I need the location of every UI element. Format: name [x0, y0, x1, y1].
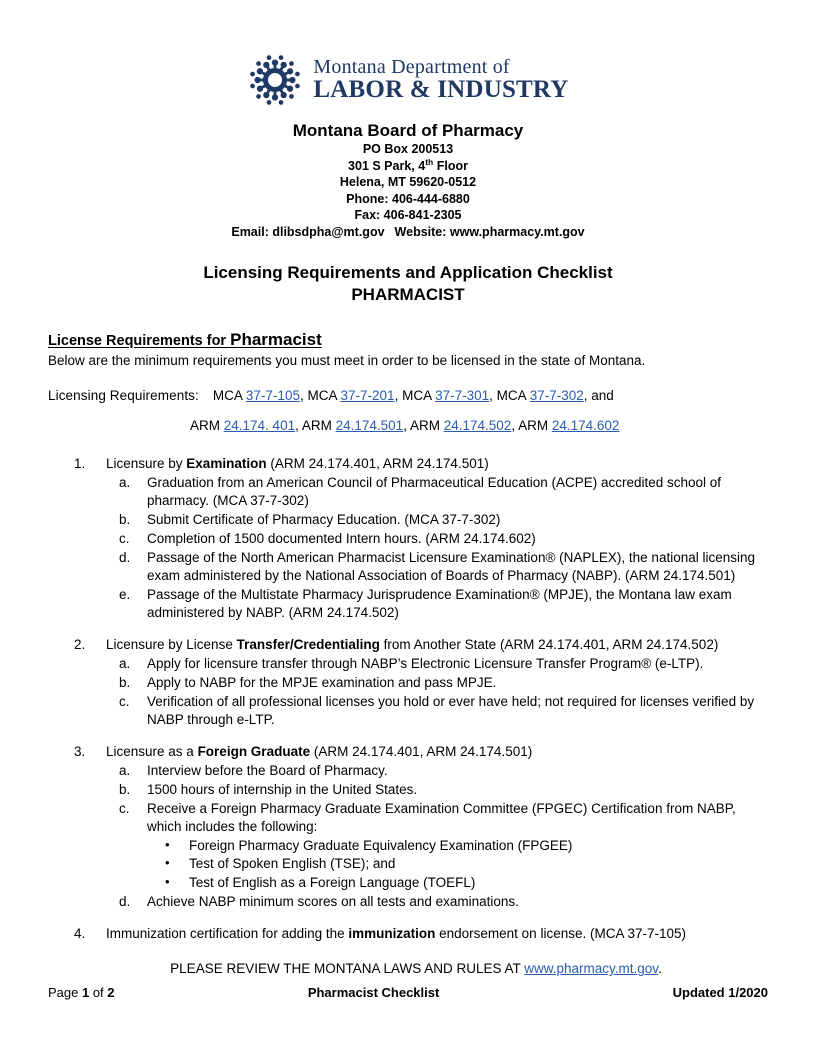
comma: ,: [295, 418, 302, 434]
item-lead-pre: Licensure as a: [106, 743, 198, 759]
sub-item: [106, 655, 768, 673]
board-name: Montana Board of Pharmacy: [292, 121, 524, 140]
section-heading: [48, 330, 768, 350]
arm-link-3[interactable]: 24.174.602: [551, 418, 620, 434]
sub-item: [106, 549, 768, 585]
email-label: Email: dlibsdpha@mt.gov: [231, 224, 385, 239]
page-title: [48, 262, 768, 306]
email-website-line: [48, 224, 768, 241]
sub-list: [106, 655, 768, 729]
page-footer: [48, 985, 768, 1000]
bullet-item: [147, 837, 768, 855]
bullet-text: Test of English as a Foreign Language (TOEFL): [189, 875, 476, 891]
phone-line: Phone: 406-444-6880: [346, 191, 470, 206]
street-address-text: 301 S Park, 4: [348, 158, 426, 173]
item-number: 2.: [74, 637, 86, 652]
sub-item-letter: c.: [119, 531, 130, 547]
requirement-item-2: [48, 636, 768, 729]
page-title-sub: PHARMACIST: [351, 285, 465, 305]
please-review-text: PLEASE REVIEW THE MONTANA LAWS AND RULES AT: [170, 961, 525, 977]
sub-item-text: Submit Certificate of Pharmacy Education. (MCA 37-7-302): [147, 512, 501, 528]
mca-link-2[interactable]: 37-7-301: [435, 387, 490, 403]
citations-block: [48, 387, 768, 435]
sub-item: [106, 586, 768, 622]
bullet-item: [147, 855, 768, 873]
bullet-text: Test of Spoken English (TSE); and: [189, 856, 396, 872]
sub-item: [106, 474, 768, 510]
item-lead-post: endorsement on license. (MCA 37-7-105): [435, 926, 687, 942]
footer-page-mid: of: [89, 985, 108, 1000]
please-review-period: .: [658, 961, 662, 977]
sub-item-text: Apply to NABP for the MPJE examination and pass MPJE.: [147, 674, 497, 690]
bullet-icon: •: [165, 874, 170, 890]
sub-item-letter: c.: [119, 693, 130, 709]
citations-mca-row: [48, 387, 768, 405]
sub-item-text: Receive a Foreign Pharmacy Graduate Examination Committee (FPGEC) Certification from NABP, which includes the following:: [147, 800, 736, 834]
mca-link-0[interactable]: 37-7-105: [245, 387, 300, 403]
comma: ,: [511, 418, 519, 434]
page-title-main: Licensing Requirements and Application Checklist: [203, 263, 613, 283]
section-intro: Below are the minimum requirements you must meet in order to be licensed in the state of Montana.: [48, 353, 646, 369]
sub-item-letter: b.: [119, 512, 131, 528]
comma: ,: [299, 387, 308, 403]
sub-list: [106, 762, 768, 912]
item-lead-bold: immunization: [348, 926, 436, 942]
mca-tail: , and: [583, 387, 614, 403]
bullet-icon: •: [165, 855, 170, 871]
sub-item-text: Passage of the North American Pharmacist Licensure Examination® (NAPLEX), the national licensing exam administered by the National Association of Boards of Pharmacy (NABP). (ARM 24.174.501): [147, 550, 756, 584]
arm-link-1[interactable]: 24.174.501: [335, 418, 404, 434]
footer-page-current: 1: [81, 985, 90, 1000]
arm-link-2[interactable]: 24.174.502: [443, 418, 512, 434]
item-lead-bold: Foreign Graduate: [197, 743, 311, 759]
comma: ,: [489, 387, 497, 403]
bullet-text: Foreign Pharmacy Graduate Equivalency Examination (FPGEE): [189, 837, 573, 853]
arm-prefix-0: ARM: [190, 418, 220, 434]
requirement-item-4: [48, 925, 768, 943]
po-box-line: PO Box 200513: [362, 142, 454, 157]
sub-item-letter: d.: [119, 894, 131, 910]
item-lead-pre: Licensure by License: [106, 637, 237, 652]
bullet-item: [147, 874, 768, 892]
please-review-line: [48, 961, 768, 976]
mca-prefix-0: MCA: [212, 387, 243, 403]
pharmacy-website-link[interactable]: www.pharmacy.mt.gov: [524, 961, 659, 977]
sub-item: [106, 762, 768, 780]
section-heading-pre: License Requirements for: [48, 333, 231, 350]
bullet-list: [147, 837, 768, 893]
sub-item-text: Achieve NABP minimum scores on all tests and examinations.: [147, 894, 519, 910]
street-ordinal-suffix: th: [425, 156, 434, 167]
agency-logo-line2: LABOR & INDUSTRY: [313, 76, 569, 104]
city-state-zip-line: Helena, MT 59620-0512: [339, 175, 477, 190]
sub-item-letter: b.: [119, 781, 131, 797]
requirement-item-1: [48, 455, 768, 622]
sub-list: [106, 474, 768, 622]
item-lead-pre: Licensure by: [106, 456, 187, 472]
mca-prefix-2: MCA: [402, 387, 432, 403]
sub-item: [106, 781, 768, 799]
item-lead: [106, 925, 768, 943]
mca-prefix-1: MCA: [307, 387, 337, 403]
item-number: 4.: [74, 926, 86, 942]
citations-arm-row: [190, 417, 768, 435]
item-number: 3.: [74, 743, 86, 759]
mca-prefix-3: MCA: [496, 387, 526, 403]
sub-item-letter: d.: [119, 550, 131, 566]
arm-prefix-1: ARM: [301, 418, 332, 434]
sub-item-letter: a.: [119, 655, 131, 671]
comma: ,: [394, 387, 403, 403]
sub-item-text: Verification of all professional licenses you hold or ever have held; not required for licenses verified by NABP through e-LTP.: [147, 693, 755, 727]
item-lead-pre: Immunization certification for adding the: [106, 926, 349, 942]
agency-logo: [48, 0, 768, 108]
agency-logo-line1: Montana Department of: [313, 56, 510, 79]
sub-item-letter: a.: [119, 475, 131, 491]
arm-prefix-3: ARM: [518, 418, 549, 434]
street-address-floor: Floor: [433, 158, 468, 173]
montana-seal-gear-icon: [247, 52, 303, 108]
requirements-list: [48, 455, 768, 943]
item-lead-bold: Transfer/Credentialing: [236, 637, 380, 652]
board-address-block: [48, 120, 768, 240]
sub-item-letter: b.: [119, 674, 131, 690]
bullet-icon: •: [165, 836, 170, 852]
footer-page-number: [48, 985, 115, 1000]
comma: ,: [403, 418, 410, 434]
footer-updated: Updated 1/2020: [672, 985, 768, 1000]
requirement-item-3: [48, 743, 768, 912]
sub-item-text: Graduation from an American Council of Pharmaceutical Education (ACPE) accredited school of pharmacy. (MCA 37-7-302): [147, 475, 722, 509]
section-heading-emphasis: Pharmacist: [230, 330, 322, 350]
agency-logo-text: [313, 57, 568, 103]
arm-link-0[interactable]: 24.174. 401: [223, 418, 296, 434]
sub-item-letter: a.: [119, 762, 131, 778]
item-lead-post: (ARM 24.174.401, ARM 24.174.501): [310, 743, 533, 759]
sub-item-text: 1500 hours of internship in the United States.: [147, 781, 418, 797]
item-number: 1.: [74, 456, 86, 472]
sub-item: [106, 530, 768, 548]
item-lead: [106, 455, 768, 473]
item-lead-post: (ARM 24.174.401, ARM 24.174.501): [266, 456, 489, 472]
sub-item: [106, 893, 768, 911]
fax-line: Fax: 406-841-2305: [354, 208, 462, 223]
sub-item: [106, 674, 768, 692]
sub-item-letter: e.: [119, 587, 131, 603]
footer-page-total: 2: [107, 985, 115, 1000]
sub-item: [106, 800, 768, 893]
mca-link-3[interactable]: 37-7-302: [529, 387, 584, 403]
sub-item-text: Interview before the Board of Pharmacy.: [147, 762, 388, 778]
website-label: Website: www.pharmacy.mt.gov: [394, 224, 585, 239]
mca-link-1[interactable]: 37-7-201: [340, 387, 395, 403]
arm-prefix-2: ARM: [409, 418, 440, 434]
sub-item-letter: c.: [119, 800, 130, 816]
sub-item-text: Apply for licensure transfer through NABP’s Electronic Licensure Transfer Program® (e-LTP).: [147, 655, 704, 671]
street-address-line: [48, 158, 768, 175]
item-lead: [106, 636, 768, 654]
item-lead-bold: Examination: [186, 456, 267, 472]
item-lead: [106, 743, 768, 761]
sub-item: [106, 693, 768, 729]
citations-label: Licensing Requirements:: [48, 387, 199, 403]
sub-item-text: Completion of 1500 documented Intern hours. (ARM 24.174.602): [147, 531, 536, 547]
sub-item-text: Passage of the Multistate Pharmacy Jurisprudence Examination® (MPJE), the Montana law exam administered by NABP. (ARM 24.174.502): [147, 587, 732, 621]
footer-doc-name: Pharmacist Checklist: [307, 985, 440, 1000]
sub-item: [106, 511, 768, 529]
item-lead-post: from Another State (ARM 24.174.401, ARM 24.174.502): [379, 637, 719, 652]
footer-page-pre: Page: [48, 985, 82, 1000]
